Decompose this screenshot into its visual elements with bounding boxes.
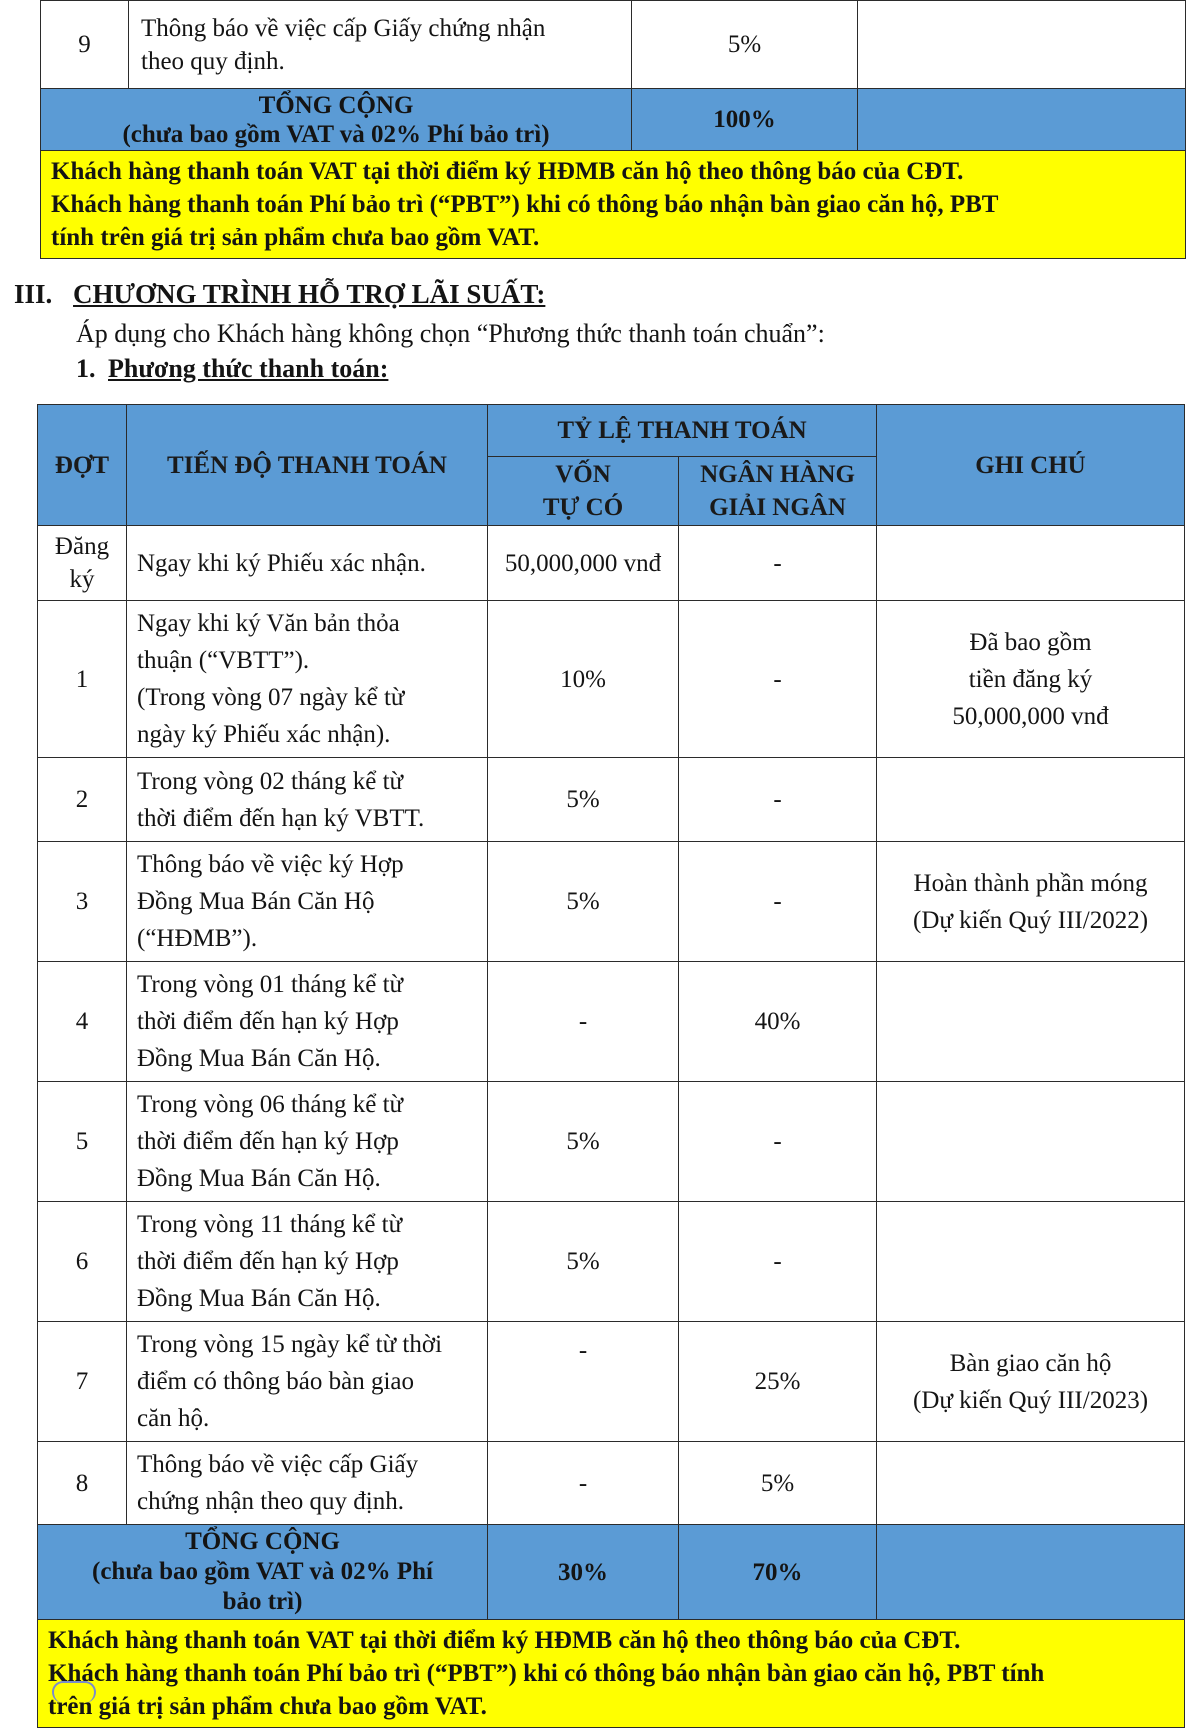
- top-payment-table: [40, 0, 1186, 259]
- row-nh: -: [679, 758, 877, 842]
- dot-line: ký: [69, 566, 95, 593]
- note-line: (Dự kiến Quý III/2022): [913, 906, 1149, 934]
- row-dot: 2: [38, 758, 127, 842]
- total-line: TỔNG CỘNG: [185, 1528, 340, 1555]
- section-intro: Áp dụng cho Khách hàng không chọn “Phương thức thanh toán chuẩn”:: [76, 319, 825, 348]
- total-note: [877, 1525, 1185, 1620]
- row-description: [127, 601, 488, 758]
- total-label: [38, 1525, 488, 1620]
- desc-line: Thông báo về việc cấp Giấy: [137, 1451, 419, 1478]
- table-row: [38, 842, 1185, 962]
- subsection-heading: [76, 353, 388, 385]
- row-dot: 1: [38, 601, 127, 758]
- desc-line: Ngay khi ký Văn bản thỏa: [137, 610, 400, 637]
- notice-line: Khách hàng thanh toán Phí bảo trì (“PBT”) khi có thông báo nhận bàn giao căn hộ, PBT: [51, 191, 999, 218]
- row-nh: -: [679, 1202, 877, 1322]
- desc-line: Thông báo về việc cấp Giấy chứng nhận: [141, 14, 546, 42]
- header-line: VỐN: [555, 461, 611, 488]
- header-dot: ĐỢT: [38, 405, 127, 526]
- row-note: [877, 842, 1185, 962]
- row-description: [127, 1442, 488, 1525]
- row-note: [877, 601, 1185, 758]
- desc-line: thời điểm đến hạn ký Hợp: [137, 1248, 399, 1275]
- row-dot: 6: [38, 1202, 127, 1322]
- row-note: [877, 962, 1185, 1082]
- header-line: NGÂN HÀNG: [700, 461, 855, 488]
- desc-line: chứng nhận theo quy định.: [137, 1488, 404, 1515]
- desc-line: Thông báo về việc ký Hợp: [137, 851, 404, 878]
- row-dot: 7: [38, 1322, 127, 1442]
- desc-line: Đồng Mua Bán Căn Hộ.: [137, 1045, 381, 1072]
- header-row: [38, 405, 1185, 457]
- header-ghi-chu: GHI CHÚ: [877, 405, 1185, 526]
- note-line: tiền đăng ký: [968, 665, 1093, 693]
- total-line: bảo trì): [222, 1588, 303, 1615]
- row-dot: 4: [38, 962, 127, 1082]
- row-nh: -: [679, 526, 877, 601]
- row-von: 5%: [488, 1202, 679, 1322]
- subsection-number: 1.: [76, 354, 96, 383]
- desc-line: Trong vòng 02 tháng kể từ: [137, 767, 404, 795]
- note-line: Đã bao gồm: [969, 628, 1092, 656]
- desc-line: thời điểm đến hạn ký Hợp: [137, 1008, 399, 1035]
- row-dot: 8: [38, 1442, 127, 1525]
- desc-line: theo quy định.: [141, 47, 285, 75]
- notice-line: trên giá trị sản phẩm chưa bao gồm VAT.: [48, 1693, 487, 1720]
- desc-line: thuận (“VBTT”).: [137, 647, 310, 674]
- row-von: 5%: [488, 758, 679, 842]
- note-line: Bàn giao căn hộ: [949, 1349, 1112, 1377]
- total-von: 30%: [488, 1525, 679, 1620]
- desc-line: Trong vòng 11 tháng kể từ: [137, 1211, 403, 1238]
- header-ngan-hang: [679, 457, 877, 526]
- table-row: [38, 758, 1185, 842]
- total-label: [41, 89, 632, 151]
- desc-line: Trong vòng 01 tháng kể từ: [137, 971, 404, 998]
- row-dot: [38, 526, 127, 601]
- row-description: [127, 1322, 488, 1442]
- desc-line: căn hộ.: [137, 1405, 210, 1432]
- table-row: [38, 1442, 1185, 1525]
- row-nh: -: [679, 842, 877, 962]
- dot-line: Đăng: [54, 533, 110, 560]
- desc-line: Ngay khi ký Phiếu xác nhận.: [137, 549, 426, 577]
- row-description: [127, 758, 488, 842]
- desc-line: (Trong vòng 07 ngày kể từ: [137, 684, 405, 711]
- row-dot: 5: [38, 1082, 127, 1202]
- row-nh: 40%: [679, 962, 877, 1082]
- section-number: III.: [14, 279, 53, 309]
- row-description: [127, 526, 488, 601]
- notice-text: [41, 151, 1186, 259]
- total-rate: 100%: [632, 89, 858, 151]
- notice-line: Khách hàng thanh toán Phí bảo trì (“PBT”) khi có thông báo nhận bàn giao căn hộ, PBT tính: [48, 1660, 1045, 1687]
- table-row: [38, 1322, 1185, 1442]
- row-note: [877, 526, 1185, 601]
- row-von: 5%: [488, 1082, 679, 1202]
- desc-line: thời điểm đến hạn ký VBTT.: [137, 804, 425, 832]
- table-row: [38, 1082, 1185, 1202]
- note-line: 50,000,000 vnđ: [952, 702, 1109, 730]
- row-nh: -: [679, 1082, 877, 1202]
- total-title: TỔNG CỘNG: [258, 91, 414, 119]
- desc-line: Trong vòng 15 ngày kể từ thời: [137, 1331, 443, 1358]
- desc-line: điểm có thông báo bàn giao: [137, 1368, 415, 1395]
- note-line: (Dự kiến Quý III/2023): [913, 1386, 1149, 1414]
- notice-line: Khách hàng thanh toán VAT tại thời điểm ký HĐMB căn hộ theo thông báo của CĐT.: [48, 1627, 961, 1654]
- row-description: [129, 1, 632, 89]
- row-note: [877, 1082, 1185, 1202]
- row-description: [127, 962, 488, 1082]
- subsection-title: Phương thức thanh toán:: [108, 354, 389, 383]
- row-von: -: [488, 1442, 679, 1525]
- row-note: [877, 1322, 1185, 1442]
- notice-row: [38, 1620, 1185, 1728]
- row-description: [127, 842, 488, 962]
- notice-row: [41, 151, 1186, 259]
- row-note: [877, 1202, 1185, 1322]
- row-note: [877, 1442, 1185, 1525]
- table-row: [38, 526, 1185, 601]
- row-von: 10%: [488, 601, 679, 758]
- header-tien-do: TIẾN ĐỘ THANH TOÁN: [127, 405, 488, 526]
- total-nh: 70%: [679, 1525, 877, 1620]
- notice-text: [38, 1620, 1185, 1728]
- total-row: [41, 89, 1186, 151]
- note-line: Hoàn thành phần móng: [913, 869, 1148, 897]
- row-von: 50,000,000 vnđ: [488, 526, 679, 601]
- stamp-fragment: [52, 1681, 96, 1703]
- total-row: [38, 1525, 1185, 1620]
- row-nh: -: [679, 601, 877, 758]
- row-dot: 3: [38, 842, 127, 962]
- row-von: -: [488, 1322, 679, 1442]
- section-title: CHƯƠNG TRÌNH HỖ TRỢ LÃI SUẤT:: [73, 279, 546, 309]
- notice-line: tính trên giá trị sản phẩm chưa bao gồm VAT.: [51, 224, 540, 251]
- table-row: [38, 1202, 1185, 1322]
- row-nh: 5%: [679, 1442, 877, 1525]
- desc-line: Đồng Mua Bán Căn Hộ.: [137, 1165, 381, 1192]
- row-number: 9: [41, 1, 129, 89]
- row-von: -: [488, 962, 679, 1082]
- row-von: 5%: [488, 842, 679, 962]
- section-heading: [14, 278, 545, 310]
- row-nh: 25%: [679, 1322, 877, 1442]
- notice-line: Khách hàng thanh toán VAT tại thời điểm ký HĐMB căn hộ theo thông báo của CĐT.: [51, 158, 964, 185]
- header-ty-le: TỶ LỆ THANH TOÁN: [488, 405, 877, 457]
- row-note: [877, 758, 1185, 842]
- row-note: [858, 1, 1186, 89]
- row-description: [127, 1202, 488, 1322]
- table-row: [38, 962, 1185, 1082]
- desc-line: (“HĐMB”).: [137, 925, 258, 952]
- desc-line: Đồng Mua Bán Căn Hộ: [137, 888, 375, 915]
- desc-line: ngày ký Phiếu xác nhận).: [137, 721, 391, 748]
- row-description: [127, 1082, 488, 1202]
- row-rate: 5%: [632, 1, 858, 89]
- table-row: [38, 601, 1185, 758]
- table-row: [41, 1, 1186, 89]
- total-subtitle: (chưa bao gồm VAT và 02% Phí bảo trì): [122, 120, 550, 148]
- total-note: [858, 89, 1186, 151]
- header-line: TỰ CÓ: [542, 494, 624, 521]
- header-line: GIẢI NGÂN: [709, 494, 846, 521]
- header-von-tu-co: [488, 457, 679, 526]
- desc-line: Đồng Mua Bán Căn Hộ.: [137, 1285, 381, 1312]
- desc-line: thời điểm đến hạn ký Hợp: [137, 1128, 399, 1155]
- desc-line: Trong vòng 06 tháng kể từ: [137, 1091, 404, 1118]
- payment-schedule-table: [37, 404, 1185, 1728]
- total-line: (chưa bao gồm VAT và 02% Phí: [92, 1558, 433, 1585]
